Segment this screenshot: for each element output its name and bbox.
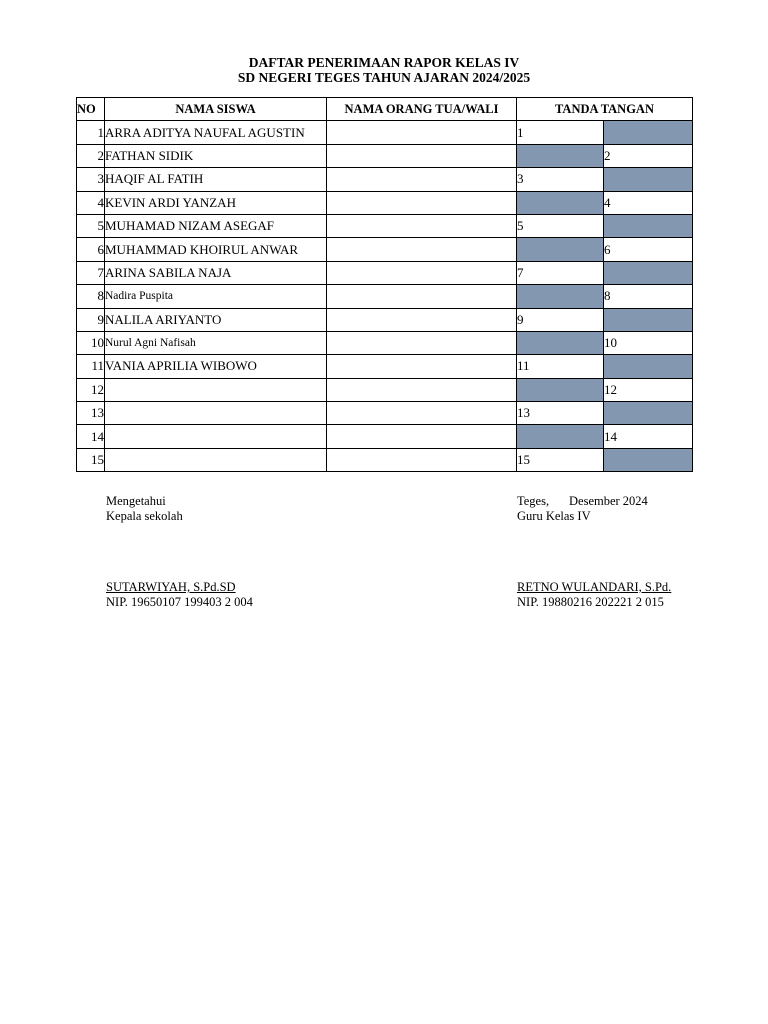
- student-name: NALILA ARIYANTO: [105, 308, 327, 331]
- signature-cell-right-shaded: [604, 402, 693, 425]
- student-name: KEVIN ARDI YANZAH: [105, 191, 327, 214]
- signature-cell-left: 5: [517, 214, 604, 237]
- student-name: [105, 448, 327, 471]
- row-number: 1: [77, 121, 105, 144]
- principal-name: SUTARWIYAH, S.Pd.SD: [106, 580, 236, 594]
- row-number: 13: [77, 402, 105, 425]
- header-nama-orang-tua: NAMA ORANG TUA/WALI: [327, 98, 517, 121]
- row-number: 10: [77, 331, 105, 354]
- student-name: ARINA SABILA NAJA: [105, 261, 327, 284]
- parent-name-cell: [327, 238, 517, 261]
- row-number: 5: [77, 214, 105, 237]
- signature-cell-left: 13: [517, 402, 604, 425]
- row-number: 12: [77, 378, 105, 401]
- footer-place: Teges,: [517, 494, 550, 508]
- table-row: [77, 425, 693, 448]
- header-no: NO: [77, 98, 105, 121]
- signature-cell-left-shaded: [517, 331, 604, 354]
- document-title: DAFTAR PENERIMAAN RAPOR KELAS IV: [248, 55, 520, 70]
- signature-cell-left-shaded: [517, 238, 604, 261]
- student-name: [105, 425, 327, 448]
- signature-cell-left: 11: [517, 355, 604, 378]
- header-tanda-tangan: TANDA TANGAN: [517, 98, 693, 121]
- parent-name-cell: [327, 121, 517, 144]
- parent-name-cell: [327, 448, 517, 471]
- parent-name-cell: [327, 425, 517, 448]
- row-number: 4: [77, 191, 105, 214]
- signature-cell-right: 12: [604, 378, 693, 401]
- table-row: [77, 238, 693, 261]
- signature-cell-left: 9: [517, 308, 604, 331]
- signature-cell-left: 3: [517, 168, 604, 191]
- signature-cell-right-shaded: [604, 355, 693, 378]
- parent-name-cell: [327, 285, 517, 308]
- student-name: [105, 402, 327, 425]
- footer-date: Desember 2024: [569, 494, 648, 508]
- signature-cell-right: 6: [604, 238, 693, 261]
- signature-cell-right: 2: [604, 144, 693, 167]
- signature-cell-left: 1: [517, 121, 604, 144]
- student-name: [105, 378, 327, 401]
- signature-cell-left-shaded: [517, 425, 604, 448]
- parent-name-cell: [327, 214, 517, 237]
- footer-mengetahui: Mengetahui: [106, 494, 166, 508]
- table-row: [77, 331, 693, 354]
- parent-name-cell: [327, 331, 517, 354]
- row-number: 3: [77, 168, 105, 191]
- header-row: [77, 98, 693, 121]
- parent-name-cell: [327, 191, 517, 214]
- signature-cell-right-shaded: [604, 261, 693, 284]
- student-name: MUHAMAD NIZAM ASEGAF: [105, 214, 327, 237]
- signature-cell-right-shaded: [604, 214, 693, 237]
- student-name: MUHAMMAD KHOIRUL ANWAR: [105, 238, 327, 261]
- signature-cell-left-shaded: [517, 285, 604, 308]
- footer-guru-kelas: Guru Kelas IV: [517, 509, 591, 523]
- parent-name-cell: [327, 144, 517, 167]
- student-name: Nadira Puspita: [105, 285, 327, 308]
- table-row: [77, 285, 693, 308]
- student-name: ARRA ADITYA NAUFAL AGUSTIN: [105, 121, 327, 144]
- parent-name-cell: [327, 168, 517, 191]
- row-number: 11: [77, 355, 105, 378]
- signature-cell-left-shaded: [517, 378, 604, 401]
- header-nama-siswa: NAMA SISWA: [105, 98, 327, 121]
- student-name: FATHAN SIDIK: [105, 144, 327, 167]
- table-row: [77, 448, 693, 471]
- table-row: [77, 191, 693, 214]
- parent-name-cell: [327, 308, 517, 331]
- parent-name-cell: [327, 378, 517, 401]
- table-row: [77, 261, 693, 284]
- signature-cell-left: 15: [517, 448, 604, 471]
- signature-cell-right-shaded: [604, 121, 693, 144]
- signature-cell-right-shaded: [604, 448, 693, 471]
- signature-cell-right: 10: [604, 331, 693, 354]
- row-number: 9: [77, 308, 105, 331]
- table-row: [77, 214, 693, 237]
- principal-nip: NIP. 19650107 199403 2 004: [106, 595, 253, 609]
- table-row: [77, 378, 693, 401]
- row-number: 6: [77, 238, 105, 261]
- table-row: [77, 121, 693, 144]
- row-number: 14: [77, 425, 105, 448]
- signature-cell-left-shaded: [517, 191, 604, 214]
- roster-table: [76, 97, 693, 472]
- row-number: 7: [77, 261, 105, 284]
- signature-cell-right: 8: [604, 285, 693, 308]
- document-subtitle: SD NEGERI TEGES TAHUN AJARAN 2024/2025: [237, 70, 531, 85]
- table-row: [77, 168, 693, 191]
- roster-body: [77, 121, 693, 472]
- row-number: 8: [77, 285, 105, 308]
- row-number: 15: [77, 448, 105, 471]
- signature-cell-right: 4: [604, 191, 693, 214]
- table-row: [77, 308, 693, 331]
- footer-kepala-sekolah: Kepala sekolah: [106, 509, 183, 523]
- parent-name-cell: [327, 261, 517, 284]
- student-name: Nurul Agni Nafisah: [105, 331, 327, 354]
- table-row: [77, 144, 693, 167]
- table-row: [77, 355, 693, 378]
- signature-cell-left-shaded: [517, 144, 604, 167]
- teacher-nip: NIP. 19880216 202221 2 015: [517, 595, 664, 609]
- signature-cell-right-shaded: [604, 308, 693, 331]
- table-row: [77, 402, 693, 425]
- parent-name-cell: [327, 355, 517, 378]
- parent-name-cell: [327, 402, 517, 425]
- student-name: HAQIF AL FATIH: [105, 168, 327, 191]
- signature-cell-right-shaded: [604, 168, 693, 191]
- row-number: 2: [77, 144, 105, 167]
- student-name: VANIA APRILIA WIBOWO: [105, 355, 327, 378]
- teacher-name: RETNO WULANDARI, S.Pd.: [517, 580, 672, 594]
- signature-cell-right: 14: [604, 425, 693, 448]
- signature-cell-left: 7: [517, 261, 604, 284]
